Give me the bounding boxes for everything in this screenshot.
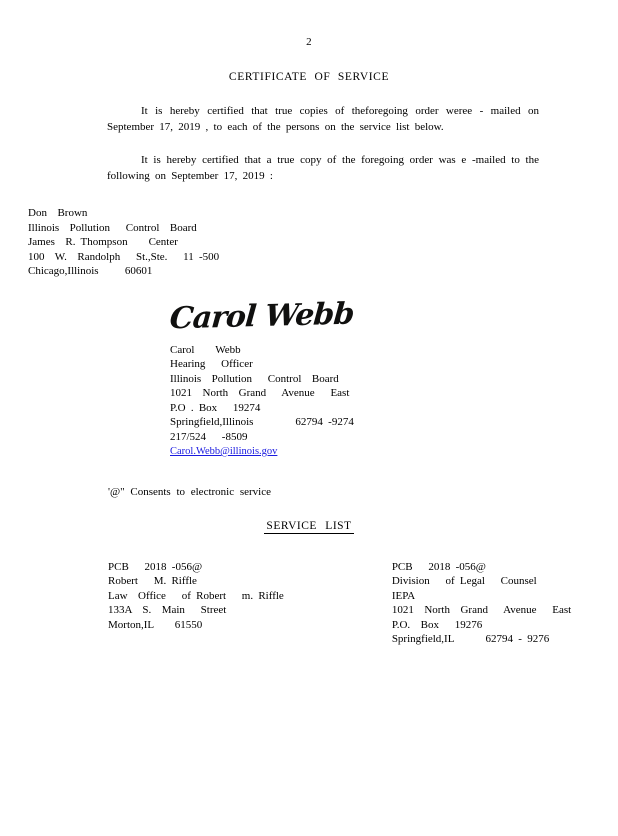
recipient-address-block — [0, 206, 618, 279]
service-list-line: PCB 2018 -056@ — [391, 560, 486, 573]
service-list-line: Morton,IL 61550 — [108, 618, 203, 631]
paragraph-certification-copy — [107, 152, 539, 184]
signer-title: Hearing Officer — [170, 358, 253, 370]
recipient-address-line: Illinois Pollution Control Board — [28, 221, 197, 234]
service-list-line: PCB 2018 -056@ — [108, 560, 203, 573]
signer-block — [0, 343, 618, 460]
recipient-address-line: Don Brown — [28, 207, 88, 219]
signer-name: Carol Webb — [170, 343, 241, 356]
service-list-line: P.O. Box 19276 — [391, 618, 483, 631]
service-list-line: Law Office of Robert m. Riffle — [108, 589, 284, 602]
body-paragraphs — [79, 103, 539, 184]
footnote-consents: '@" Consents to electronic service — [108, 485, 272, 498]
signer-email-link[interactable]: Carol.Webb@illinois.gov — [170, 446, 278, 457]
handwritten-signature: Carol Webb — [168, 296, 355, 336]
service-list-columns — [0, 560, 618, 647]
page-number: 2 — [306, 36, 312, 48]
recipient-address-line: 100 W. Randolph St.,Ste. 11 -500 — [28, 250, 220, 263]
service-list-line: Division of Legal Counsel — [391, 575, 537, 587]
signer-address-line-2: P.O . Box 19274 — [170, 401, 261, 414]
service-list-line: Springfield,IL 62794 - 9276 — [391, 633, 550, 645]
service-list-right-column — [392, 560, 571, 647]
signature-area — [0, 296, 618, 339]
service-list-heading-text: SERVICE LIST — [266, 519, 352, 532]
paragraph-certification-copies — [107, 103, 539, 135]
paragraph-2-text: It is hereby certified that a true copy of the foregoing order was e -mailed to the following on September 17, 2019 : — [107, 154, 539, 182]
page-title: CERTIFICATE OF SERVICE — [228, 71, 390, 83]
signer-address-line-3: Springfield,Illinois 62794 -9274 — [170, 416, 354, 428]
service-list-line: IEPA — [391, 589, 416, 602]
recipient-address-line: James R. Thompson Center — [28, 236, 178, 248]
recipient-address-line: Chicago,Illinois 60601 — [28, 265, 153, 277]
signer-phone: 217/524 -8509 — [170, 430, 248, 443]
service-list-heading — [0, 520, 618, 532]
document-page — [0, 36, 618, 836]
service-list-line: 133A S. Main Street — [108, 604, 227, 616]
paragraph-1-text: It is hereby certified that true copies of theforegoing order weree - mailed on September 17, 2019 , to each of the persons on the service list below. — [107, 105, 539, 133]
signer-organization: Illinois Pollution Control Board — [170, 372, 339, 385]
service-list-left-column — [108, 560, 284, 647]
service-list-line: 1021 North Grand Avenue East — [391, 604, 572, 616]
signer-address-line-1: 1021 North Grand Avenue East — [170, 387, 350, 399]
service-list-line: Robert M. Riffle — [108, 575, 197, 587]
